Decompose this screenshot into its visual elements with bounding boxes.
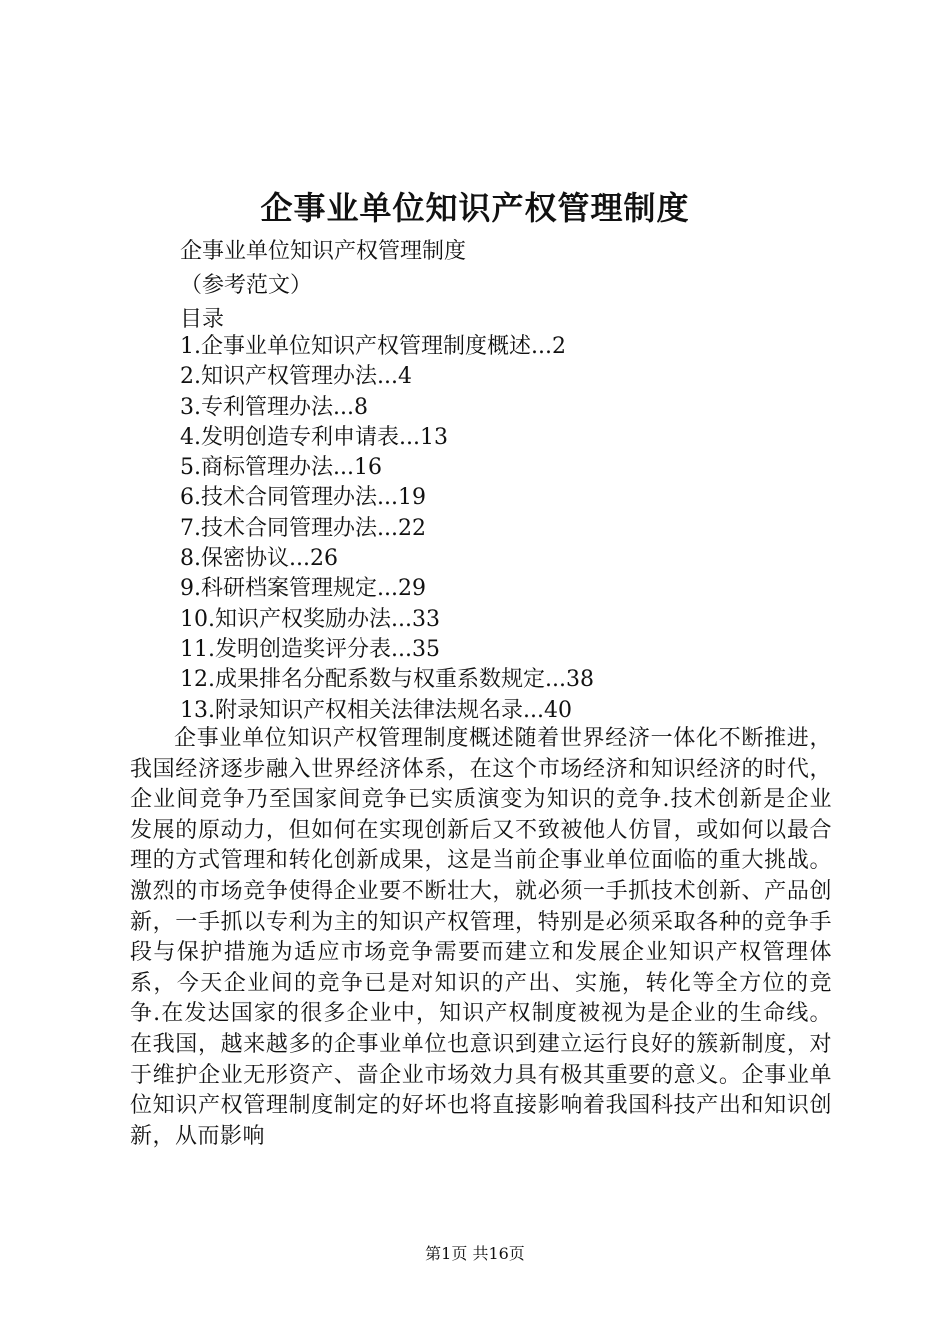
- toc-entry: 4.发明创造专利申请表...13: [180, 424, 448, 450]
- table-of-contents: [180, 332, 840, 726]
- toc-entry: 1.企事业单位知识产权管理制度概述...2: [180, 334, 566, 359]
- document-subtitle: 企事业单位知识产权管理制度: [180, 239, 467, 264]
- toc-entry: 13.附录知识产权相关法律法规名录...40: [180, 697, 572, 723]
- toc-heading: 目录: [180, 307, 225, 332]
- front-matter: [180, 235, 830, 337]
- page-title: 企事业单位知识产权管理制度: [260, 189, 690, 227]
- toc-entry: 11.发明创造奖评分表...35: [180, 636, 440, 662]
- body-paragraph: 企事业单位知识产权管理制度概述随着世界经济一体化不断推进，我国经济逐步融入世界经济体系，在这个市场经济和知识经济的时代，企业间竞争乃至国家间竞争已实质演变为知识的竞争.技术创新是企业发展的原动力，但如何在实现创新后又不致被他人仿冒，或如何以最合理的方式管理和转化创新成果，这是当前企事业单位面临的重大挑战。激烈的市场竞争使得企业要不断壮大，就必须一手抓技术创新、产品创新，一手抓以专利为主的知识产权管理，特别是必须采取各种的竞争手段与保护措施为适应市场竞争需要而建立和发展企业知识产权管理体系，今天企业间的竞争已是对知识的产出、实施，转化等全方位的竞争.在发达国家的很多企业中，知识产权制度被视为是企业的生命线。在我国，越来越多的企事业单位也意识到建立运行良好的簇新制度，对于维护企业无形资产、啬企业市场效力具有极其重要的意义。企事业单位知识产权管理制度制定的好坏也将直接影响着我国科技产出和知识创新，从而影响: [130, 726, 832, 1149]
- toc-entry: 3.专利管理办法...8: [180, 394, 368, 420]
- toc-entry: 6.技术合同管理办法...19: [180, 485, 426, 511]
- toc-entry: 7.技术合同管理办法...22: [180, 515, 426, 541]
- toc-entry: 5.商标管理办法...16: [180, 455, 382, 481]
- toc-entry: 12.成果排名分配系数与权重系数规定...38: [180, 667, 594, 693]
- toc-entry: 2.知识产权管理办法...4: [180, 364, 412, 390]
- toc-entry: 10.知识产权奖励办法...33: [180, 606, 440, 632]
- toc-entry: 8.保密协议...26: [180, 546, 338, 572]
- page-number: 第1页 共16页: [425, 1244, 525, 1263]
- document-note: （参考范文）: [180, 273, 313, 298]
- toc-entry: 9.科研档案管理规定...29: [180, 576, 426, 602]
